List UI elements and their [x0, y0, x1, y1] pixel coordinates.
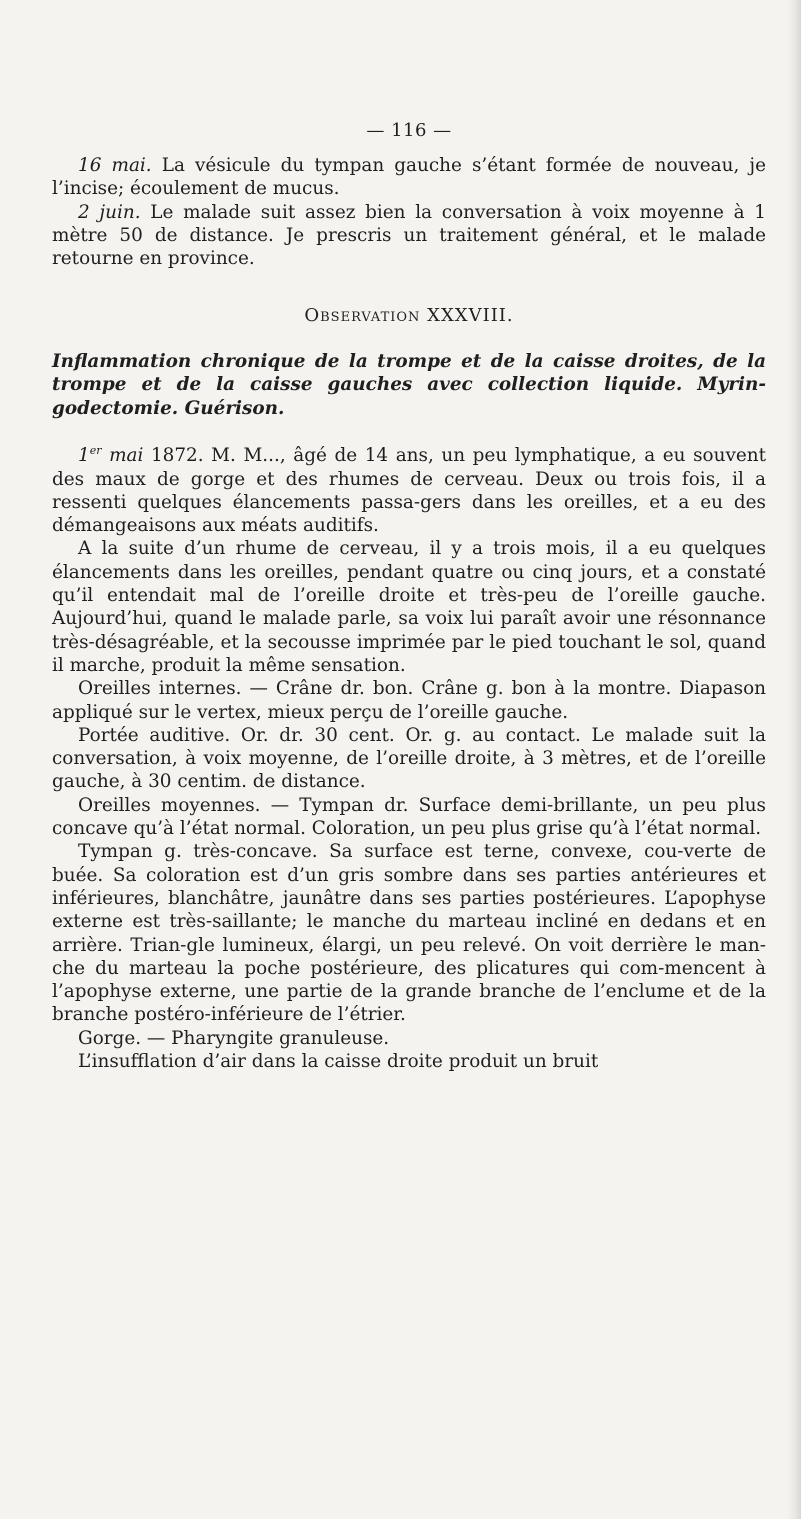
observation-number: XXXVIII.	[420, 305, 514, 327]
entry-date: 16 mai.	[78, 155, 152, 176]
text-column	[52, 120, 766, 1073]
paragraph-text: 1872. M. M..., âgé de 14 ans, un peu lymphatique, a eu souvent des maux de gorge et des rhumes de cerveau. Deux ou trois fois, il a ressenti quelques élancements passa-gers dans les oreilles, et a eu des démangeaisons aux méats auditifs.	[52, 445, 766, 537]
paragraph-tympan-gauche: Tympan g. très-concave. Sa surface est terne, convexe, cou-verte de buée. Sa coloration est d’un gris sombre dans ses parties antérieures et inférieures, blanchâtre, jaunâtre dans ses parties postérieures. L’apophyse externe est très-saillante; le manche du marteau incliné en dedans et en arrière. Trian-gle lumineux, élargi, un peu relevé. On voit derrière le man-che du marteau la poche postérieure, des plicatures qui com-mencent à l’apophyse externe, une partie de la grande branche de l’enclume et de la branche postéro-inférieure de l’étrier.	[52, 841, 766, 1026]
paragraph-oreilles-moyennes: Oreilles moyennes. — Tympan dr. Surface demi-brillante, un peu plus concave qu’à l’état normal. Coloration, un peu plus grise qu’à l’état normal.	[52, 794, 766, 840]
entry-16-mai	[52, 154, 766, 201]
paragraph-rhume: A la suite d’un rhume de cerveau, il y a trois mois, il a eu quelques élancements dans les oreilles, pendant quatre ou cinq jours, et a constaté qu’il entendait mal de l’oreille droite et très-peu de l’oreille gauche. Aujourd’hui, quand le malade parle, sa voix lui paraît avoir une résonnance très-désagréable, et la secousse imprimée par le pied touchant le sol, quand il marche, produit la même sensation.	[52, 538, 766, 676]
paragraph-oreilles-internes: Oreilles internes. — Crâne dr. bon. Crâne g. bon à la montre. Diapason appliqué sur le vertex, mieux perçu de l’oreille gauche.	[52, 678, 766, 723]
page-edge-shadow	[787, 0, 801, 1519]
entry-text: Le malade suit assez bien la conversation à voix moyenne à 1 mètre 50 de distance. Je prescris un traitement général, et le malade retourne en province.	[52, 201, 766, 270]
entry-date	[78, 445, 143, 466]
entry-text: La vésicule du tympan gauche s’étant formée de nouveau, je l’incise; écoulement de mucus.	[52, 155, 766, 200]
date-month: mai	[101, 445, 144, 467]
page-number: — 116 —	[366, 120, 452, 141]
date-day: 1	[78, 445, 90, 467]
observation-heading	[52, 304, 766, 327]
observation-title: Inflammation chronique de la trompe et de la caisse droites, de la trompe et de la caisse gauches avec collection liquide. Myrin-godectomie. Guérison.	[52, 350, 766, 419]
observation-word: Observation	[304, 305, 421, 327]
entry-date: 2 juin.	[78, 201, 141, 223]
paragraph-gorge: Gorge. — Pharyngite granuleuse.	[78, 1027, 390, 1049]
paragraph-history	[52, 444, 766, 537]
date-superscript: er	[89, 444, 102, 458]
entry-2-juin	[52, 201, 766, 271]
paragraph-portee-auditive: Portée auditive. Or. dr. 30 cent. Or. g. au contact. Le malade suit la conversation, à voix moyenne, de l’oreille droite, à 3 mètres, et de l’oreille gauche, à 30 centim. de distance.	[52, 724, 766, 793]
paragraph-insufflation: L’insufflation d’air dans la caisse droite produit un bruit	[78, 1051, 599, 1072]
